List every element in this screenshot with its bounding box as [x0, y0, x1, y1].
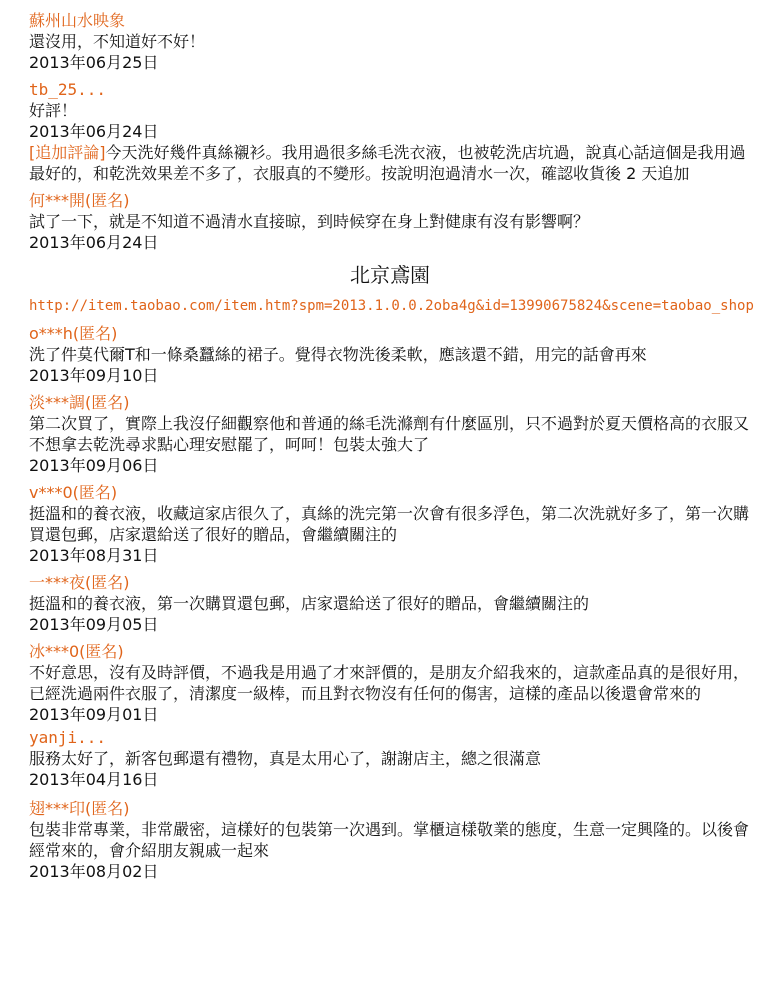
review-page [29, 0, 757, 882]
review-list [29, 323, 757, 882]
review-item [29, 727, 757, 790]
review-list [29, 10, 757, 253]
review-item [29, 798, 757, 882]
followup-tag: [追加評論] [29, 143, 106, 162]
review-item [29, 10, 757, 73]
reviewer-name: 冰***0(匿名) [29, 642, 124, 661]
reviewer-name: tb_25... [29, 80, 107, 99]
review-text: 好評！ [29, 101, 78, 120]
review-date: 2013年09月05日 [29, 615, 159, 634]
review-date: 2013年08月31日 [29, 546, 159, 565]
followup-text: 今天洗好幾件真絲襯衫。我用過很多絲毛洗衣液，也被乾洗店坑過，說真心話這個是我用過最好的，和乾洗效果差不多了，衣服真的不變形。按說明泡過清水一次，確認收貨後 2 天追加 [29, 143, 746, 183]
review-date: 2013年04月16日 [29, 770, 159, 789]
review-date: 2013年06月24日 [29, 122, 159, 141]
review-text: 試了一下，就是不知道不過清水直接晾，到時候穿在身上對健康有沒有影響啊？ [29, 212, 590, 231]
followup-review [29, 142, 757, 184]
reviewer-name: 一***夜(匿名) [29, 573, 130, 592]
review-date: 2013年09月01日 [29, 705, 159, 724]
review-text: 洗了件莫代爾T和一條桑蠶絲的裙子。覺得衣物洗後柔軟，應該還不錯，用完的話會再來 [29, 345, 647, 364]
review-text: 挺溫和的養衣液，收藏這家店很久了，真絲的洗完第一次會有很多浮色，第二次洗就好多了，第一次購買還包郵，店家還給送了很好的贈品，會繼續關注的 [29, 504, 750, 544]
reviewer-name: 何***開(匿名) [29, 191, 130, 210]
review-text: 第二次買了，實際上我沒仔細觀察他和普通的絲毛洗滌劑有什麼區別，只不過對於夏天價格高的衣服又不想拿去乾洗尋求點心理安慰罷了，呵呵！包裝太強大了 [29, 414, 750, 454]
review-item [29, 482, 757, 566]
review-date: 2013年06月25日 [29, 53, 159, 72]
review-item [29, 190, 757, 253]
reviewer-name: v***0(匿名) [29, 483, 118, 502]
review-item [29, 641, 757, 725]
reviewer-name: 淡***調(匿名) [29, 393, 130, 412]
review-text: 包裝非常專業，非常嚴密，這樣好的包裝第一次遇到。掌櫃這樣敬業的態度，生意一定興隆的。以後會經常來的，會介紹朋友親戚一起來 [29, 820, 750, 860]
review-item [29, 79, 757, 184]
reviewer-name: o***h(匿名) [29, 324, 118, 343]
store-name: 北京鳶園 [350, 263, 430, 287]
reviewer-name: 翅***印(匿名) [29, 799, 130, 818]
review-item [29, 323, 757, 386]
review-text: 不好意思，沒有及時評價，不過我是用過了才來評價的，是朋友介紹我來的，這款產品真的是很好用，已經洗過兩件衣服了，清潔度一級棒，而且對衣物沒有任何的傷害，這樣的產品以後還會常來的 [29, 663, 750, 703]
review-text: 服務太好了，新客包郵還有禮物，真是太用心了，謝謝店主，總之很滿意 [29, 749, 542, 768]
reviewer-name: yanji... [29, 728, 107, 747]
review-text: 挺溫和的養衣液，第一次購買還包郵，店家還給送了很好的贈品，會繼續關注的 [29, 594, 590, 613]
store-url[interactable]: http://item.taobao.com/item.htm?spm=2013.1.0.0.2oba4g&id=13990675824&scene=taobao_shop [29, 298, 754, 314]
review-date: 2013年08月02日 [29, 862, 159, 881]
review-item [29, 572, 757, 635]
review-date: 2013年09月10日 [29, 366, 159, 385]
review-date: 2013年09月06日 [29, 456, 159, 475]
review-date: 2013年06月24日 [29, 233, 159, 252]
review-text: 還沒用，不知道好不好！ [29, 32, 206, 51]
reviewer-name: 蘇州山水映象 [29, 11, 126, 30]
review-item [29, 392, 757, 476]
